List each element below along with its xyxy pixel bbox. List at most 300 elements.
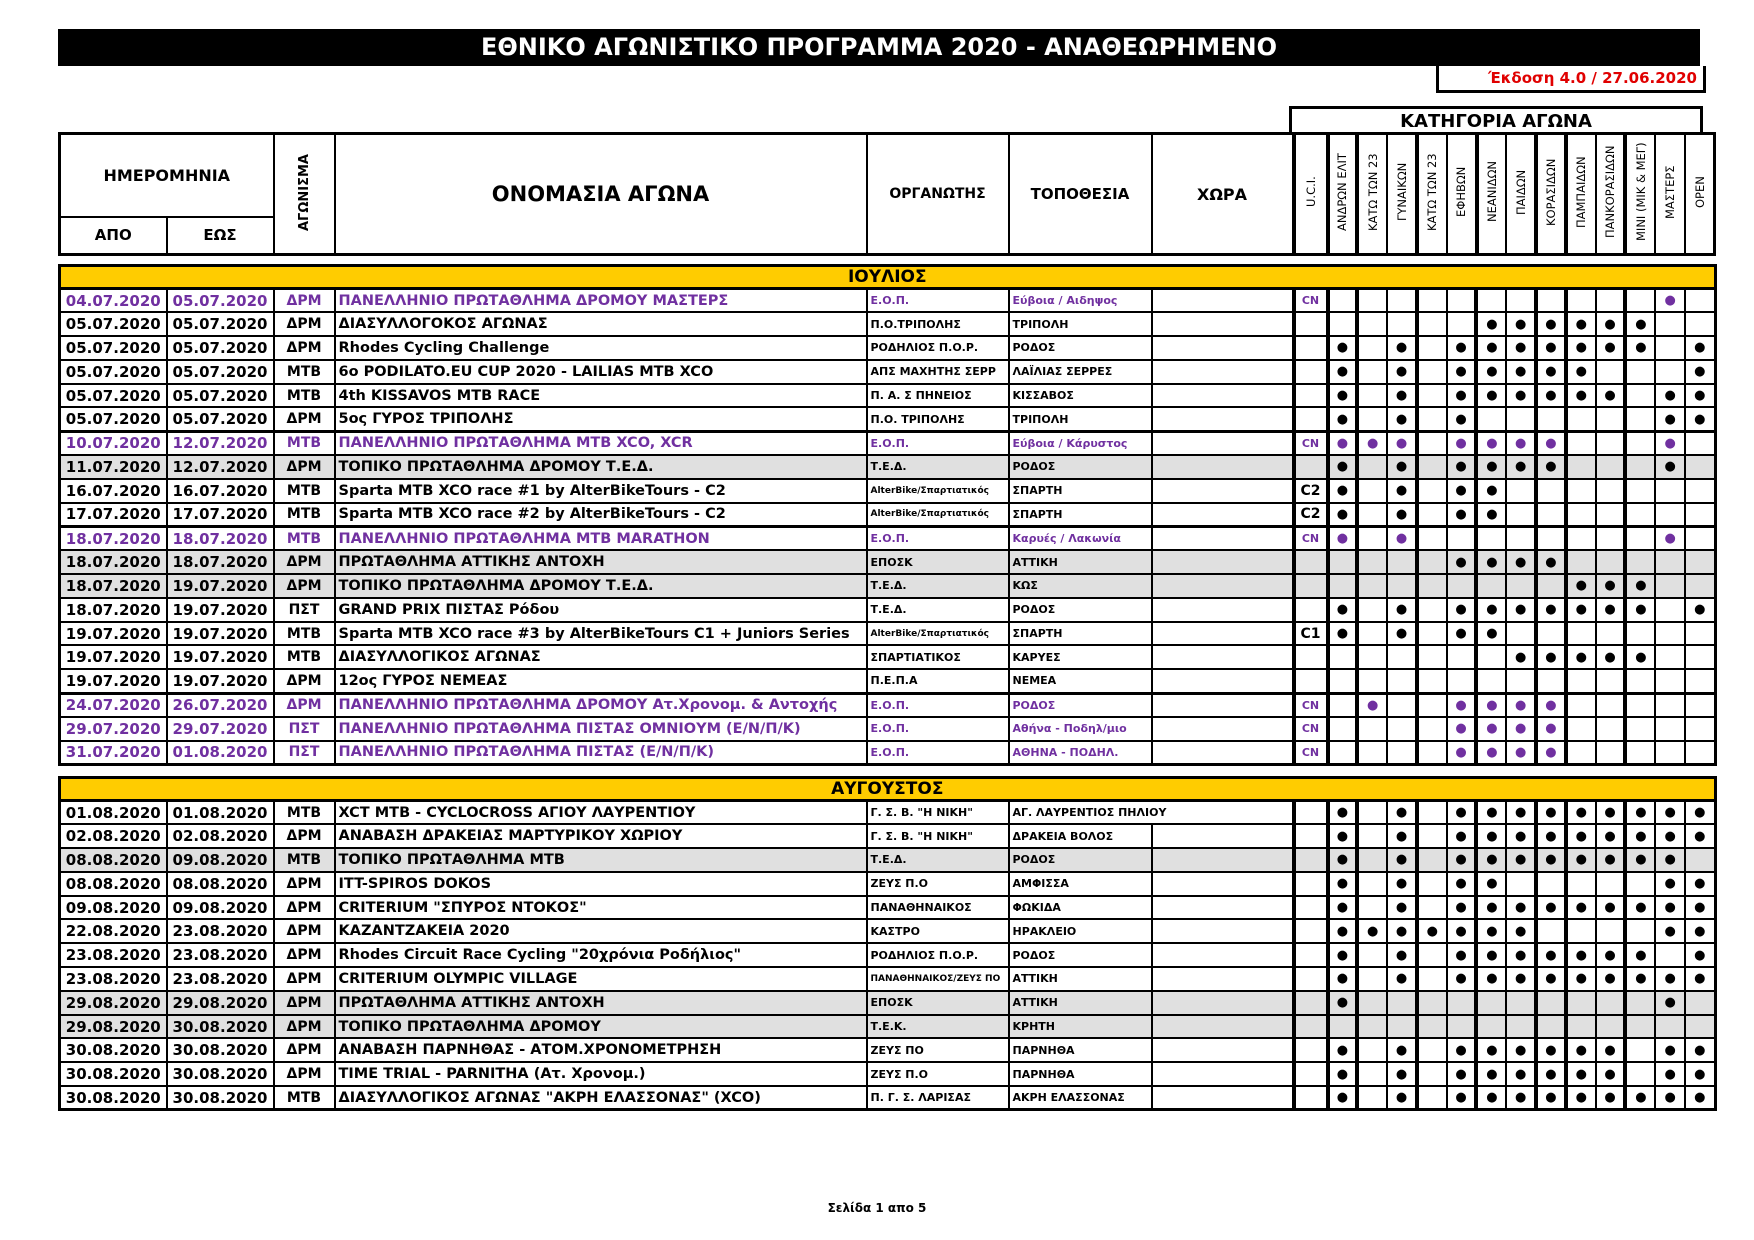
event-organizer: ΕΠΟΣΚ	[867, 550, 1009, 574]
event-organizer: Ε.Ο.Π.	[867, 431, 1009, 455]
event-category-mark	[1566, 622, 1596, 646]
event-organizer: Π.Ε.Π.Α	[867, 669, 1009, 693]
event-category-mark	[1566, 693, 1596, 717]
event-organizer: ΠΑΝΑΘΗΝΑΙΚΟΣ/ΖΕΥΣ ΠΟ	[867, 967, 1009, 991]
event-category-mark	[1625, 1015, 1655, 1039]
event-category-mark	[1447, 526, 1477, 550]
event-category-mark: ●	[1536, 848, 1566, 872]
event-category-mark: ●	[1596, 336, 1626, 360]
event-category-mark	[1655, 336, 1685, 360]
event-row	[60, 645, 1716, 669]
event-name: ΔΙΑΣΥΛΛΟΓΙΚΟΣ ΑΓΩΝΑΣ "ΑΚΡΗ ΕΛΑΣΣΟΝΑΣ" (XCO)	[335, 1086, 867, 1110]
event-category-mark: ●	[1625, 896, 1655, 920]
event-category-mark: ●	[1447, 336, 1477, 360]
event-category-mark	[1655, 741, 1685, 765]
event-category-mark	[1417, 455, 1447, 479]
header-category-label: ΝΕΑΝΙΔΩΝ	[1484, 161, 1499, 223]
event-category-mark	[1447, 574, 1477, 598]
event-country	[1152, 645, 1294, 669]
event-category-mark: ●	[1506, 360, 1536, 384]
event-name: ΤΟΠΙΚΟ ΠΡΩΤΑΘΛΗΜΑ ΔΡΟΜΟΥ Τ.Ε.Δ.	[335, 455, 867, 479]
event-row	[60, 1015, 1716, 1039]
event-category-mark	[1417, 824, 1447, 848]
event-category-mark: ●	[1387, 872, 1417, 896]
event-category-mark: ●	[1476, 1038, 1506, 1062]
event-category-mark	[1417, 598, 1447, 622]
event-category-mark: ●	[1566, 943, 1596, 967]
event-category-mark: ●	[1476, 717, 1506, 741]
event-category-mark	[1387, 741, 1417, 765]
event-from-date: 31.07.2020	[60, 741, 167, 765]
event-to-date: 01.08.2020	[167, 741, 274, 765]
event-category-mark: ●	[1447, 896, 1477, 920]
event-category-mark: ●	[1447, 801, 1477, 825]
event-from-date: 19.07.2020	[60, 645, 167, 669]
event-category-mark: ●	[1357, 693, 1387, 717]
event-category-mark	[1328, 717, 1358, 741]
event-category-mark: ●	[1566, 967, 1596, 991]
event-category-mark: ●	[1566, 1038, 1596, 1062]
event-location: ΔΡΑΚΕΙΑ ΒΟΛΟΣ	[1009, 824, 1152, 848]
event-category-mark	[1357, 991, 1387, 1015]
event-location: Καρυές / Λακωνία	[1009, 526, 1152, 550]
event-category-mark	[1685, 848, 1715, 872]
event-category-mark: ●	[1328, 526, 1358, 550]
event-category-mark	[1387, 645, 1417, 669]
event-category-mark	[1566, 741, 1596, 765]
event-location: Αθήνα - Ποδηλ/μιο	[1009, 717, 1152, 741]
event-to-date: 18.07.2020	[167, 550, 274, 574]
event-uci-class	[1294, 896, 1328, 920]
event-category-mark: ●	[1387, 503, 1417, 527]
event-category-mark	[1328, 312, 1358, 336]
header-category	[1357, 134, 1387, 255]
event-country	[1152, 1015, 1294, 1039]
event-category-mark	[1417, 312, 1447, 336]
event-country	[1152, 526, 1294, 550]
event-category-mark	[1387, 1015, 1417, 1039]
event-category-mark: ●	[1596, 1038, 1626, 1062]
event-category-mark: ●	[1625, 598, 1655, 622]
event-uci-class	[1294, 550, 1328, 574]
event-category-mark	[1596, 289, 1626, 313]
event-category-mark	[1685, 526, 1715, 550]
event-category-mark	[1685, 550, 1715, 574]
header-category	[1477, 134, 1507, 255]
event-country	[1152, 693, 1294, 717]
header-category-label: ΠΑΜΠΑΙΔΩΝ	[1574, 156, 1589, 228]
header-category-label: ΜΑΣΤΕΡΣ	[1663, 165, 1678, 219]
event-category-mark	[1387, 289, 1417, 313]
event-name: Sparta MTB XCO race #1 by AlterBikeTours - C2	[335, 479, 867, 503]
header-category-label: ΑΝΔΡΩΝ ΕΛΙΤ	[1335, 153, 1350, 231]
event-row	[60, 741, 1716, 765]
event-category-mark: ●	[1447, 598, 1477, 622]
event-category-mark	[1328, 550, 1358, 574]
event-category-mark: ●	[1476, 598, 1506, 622]
event-category-mark: ●	[1506, 1062, 1536, 1086]
header-discipline-label: ΑΓΩΝΙΣΜΑ	[296, 153, 312, 231]
event-discipline: ΔΡΜ	[274, 312, 335, 336]
event-country	[1152, 622, 1294, 646]
event-category-mark: ●	[1536, 741, 1566, 765]
header-category	[1685, 134, 1715, 255]
event-from-date: 18.07.2020	[60, 550, 167, 574]
event-category-mark: ●	[1625, 848, 1655, 872]
event-category-mark: ●	[1447, 1038, 1477, 1062]
event-name: CRITERIUM "ΣΠΥΡΟΣ ΝΤΟΚΟΣ"	[335, 896, 867, 920]
event-to-date: 09.08.2020	[167, 848, 274, 872]
event-category-mark	[1506, 872, 1536, 896]
event-category-mark	[1506, 1015, 1536, 1039]
event-to-date: 19.07.2020	[167, 598, 274, 622]
event-name: Sparta MTB XCO race #3 by AlterBikeTours C1 + Juniors Series	[335, 622, 867, 646]
event-row	[60, 669, 1716, 693]
event-category-mark: ●	[1476, 824, 1506, 848]
event-category-mark: ●	[1447, 503, 1477, 527]
event-country	[1152, 872, 1294, 896]
event-organizer: Ε.Ο.Π.	[867, 693, 1009, 717]
event-category-mark	[1566, 503, 1596, 527]
event-from-date: 29.07.2020	[60, 717, 167, 741]
event-category-mark: ●	[1328, 1038, 1358, 1062]
event-from-date: 08.08.2020	[60, 872, 167, 896]
event-to-date: 29.07.2020	[167, 717, 274, 741]
event-category-mark: ●	[1387, 622, 1417, 646]
event-category-mark: ●	[1566, 1062, 1596, 1086]
event-category-mark: ●	[1536, 1062, 1566, 1086]
event-category-mark	[1625, 360, 1655, 384]
event-category-mark: ●	[1655, 919, 1685, 943]
event-category-mark	[1417, 848, 1447, 872]
event-category-mark: ●	[1447, 848, 1477, 872]
event-to-date: 12.07.2020	[167, 431, 274, 455]
event-location: ΚΙΣΣΑΒΟΣ	[1009, 384, 1152, 408]
event-category-mark	[1357, 622, 1387, 646]
event-row	[60, 574, 1716, 598]
event-organizer: Π. Γ. Σ. ΛΑΡΙΣΑΣ	[867, 1086, 1009, 1110]
event-category-mark: ●	[1685, 943, 1715, 967]
event-to-date: 26.07.2020	[167, 693, 274, 717]
event-category-mark	[1596, 431, 1626, 455]
event-uci-class	[1294, 598, 1328, 622]
event-category-mark: ●	[1447, 1086, 1477, 1110]
event-row	[60, 336, 1716, 360]
event-category-mark	[1357, 503, 1387, 527]
event-category-mark	[1417, 943, 1447, 967]
event-category-mark: ●	[1447, 943, 1477, 967]
event-category-mark	[1506, 407, 1536, 431]
event-uci-class	[1294, 1086, 1328, 1110]
event-category-mark: ●	[1506, 1038, 1536, 1062]
event-name: XCT MTB - CYCLOCROSS ΑΓΙΟΥ ΛΑΥΡΕΝΤΙΟΥ	[335, 801, 867, 825]
event-category-mark	[1417, 1015, 1447, 1039]
event-category-mark	[1506, 991, 1536, 1015]
event-uci-class	[1294, 645, 1328, 669]
event-organizer: Ε.Ο.Π.	[867, 526, 1009, 550]
event-category-mark	[1566, 289, 1596, 313]
event-organizer: Τ.Ε.Δ.	[867, 455, 1009, 479]
event-category-mark: ●	[1566, 598, 1596, 622]
event-discipline: MTB	[274, 479, 335, 503]
event-category-mark: ●	[1506, 967, 1536, 991]
event-category-mark	[1417, 693, 1447, 717]
event-category-mark: ●	[1387, 479, 1417, 503]
event-category-mark: ●	[1357, 919, 1387, 943]
event-category-mark	[1566, 526, 1596, 550]
event-category-mark: ●	[1328, 801, 1358, 825]
event-category-mark	[1536, 479, 1566, 503]
event-country	[1152, 801, 1294, 825]
event-category-mark	[1447, 645, 1477, 669]
event-category-mark: ●	[1655, 896, 1685, 920]
event-country	[1152, 824, 1294, 848]
event-category-mark	[1417, 526, 1447, 550]
event-category-mark: ●	[1655, 991, 1685, 1015]
event-name: ΔΙΑΣΥΛΛΟΓΟΚΟΣ ΑΓΩΝΑΣ	[335, 312, 867, 336]
event-location: ΝΕΜΕΑ	[1009, 669, 1152, 693]
event-category-mark	[1625, 550, 1655, 574]
event-organizer: ΖΕΥΣ Π.Ο	[867, 872, 1009, 896]
event-discipline: ΔΡΜ	[274, 407, 335, 431]
event-category-mark	[1357, 645, 1387, 669]
event-category-mark	[1685, 455, 1715, 479]
event-category-mark	[1357, 896, 1387, 920]
event-organizer: Ε.Ο.Π.	[867, 289, 1009, 313]
header-category-label: ΚΟΡΑΣΙΔΩΝ	[1543, 158, 1558, 226]
event-row	[60, 598, 1716, 622]
event-category-mark	[1536, 574, 1566, 598]
event-uci-class	[1294, 1015, 1328, 1039]
event-discipline: MTB	[274, 622, 335, 646]
event-category-mark	[1447, 669, 1477, 693]
event-category-mark	[1685, 1015, 1715, 1039]
event-row	[60, 312, 1716, 336]
event-country	[1152, 289, 1294, 313]
event-category-mark: ●	[1328, 967, 1358, 991]
event-from-date: 16.07.2020	[60, 479, 167, 503]
event-category-mark: ●	[1536, 384, 1566, 408]
event-name: ΠΑΝΕΛΛΗΝΙΟ ΠΡΩΤΑΘΛΗΜΑ ΠΙΣΤΑΣ ΟΜΝΙΟΥΜ (Ε/Ν/Π/Κ)	[335, 717, 867, 741]
event-row	[60, 1062, 1716, 1086]
event-from-date: 05.07.2020	[60, 360, 167, 384]
event-category-mark	[1625, 991, 1655, 1015]
event-category-mark	[1357, 1086, 1387, 1110]
event-category-mark: ●	[1655, 1038, 1685, 1062]
event-category-mark: ●	[1506, 741, 1536, 765]
event-location: ΛΑΪΛΙΑΣ ΣΕΡΡΕΣ	[1009, 360, 1152, 384]
event-name: 4th KISSAVOS MTB RACE	[335, 384, 867, 408]
event-category-mark	[1417, 896, 1447, 920]
event-category-mark: ●	[1596, 312, 1626, 336]
event-discipline: ΠΣΤ	[274, 741, 335, 765]
event-location: ΡΟΔΟΣ	[1009, 455, 1152, 479]
event-from-date: 05.07.2020	[60, 336, 167, 360]
event-category-mark	[1625, 431, 1655, 455]
event-category-mark: ●	[1447, 455, 1477, 479]
event-category-mark: ●	[1387, 431, 1417, 455]
header-discipline	[274, 134, 335, 255]
event-category-mark: ●	[1387, 1038, 1417, 1062]
event-category-mark: ●	[1655, 455, 1685, 479]
event-category-mark: ●	[1328, 896, 1358, 920]
event-category-mark: ●	[1536, 431, 1566, 455]
event-category-mark: ●	[1476, 693, 1506, 717]
event-category-mark: ●	[1536, 550, 1566, 574]
event-category-mark	[1536, 622, 1566, 646]
event-category-mark	[1417, 503, 1447, 527]
event-uci-class	[1294, 824, 1328, 848]
event-from-date: 01.08.2020	[60, 801, 167, 825]
event-category-mark: ●	[1328, 1086, 1358, 1110]
event-category-mark: ●	[1476, 1086, 1506, 1110]
event-row	[60, 848, 1716, 872]
event-category-mark: ●	[1328, 431, 1358, 455]
month-header: ΑΥΓΟΥΣΤΟΣ	[60, 778, 1716, 801]
event-category-mark	[1536, 407, 1566, 431]
event-organizer: Π. Α. Σ ΠΗΝΕΙΟΣ	[867, 384, 1009, 408]
event-category-mark: ●	[1387, 1086, 1417, 1110]
event-organizer: AlterBike/Σπαρτιατικός	[867, 622, 1009, 646]
event-category-mark	[1417, 967, 1447, 991]
event-organizer: ΣΠΑΡΤΙΑΤΙΚΟΣ	[867, 645, 1009, 669]
event-category-mark: ●	[1506, 455, 1536, 479]
event-row	[60, 991, 1716, 1015]
event-category-mark	[1625, 407, 1655, 431]
event-discipline: MTB	[274, 360, 335, 384]
event-category-mark	[1417, 431, 1447, 455]
event-category-mark	[1596, 360, 1626, 384]
event-category-mark: ●	[1328, 384, 1358, 408]
event-from-date: 17.07.2020	[60, 503, 167, 527]
event-category-mark: ●	[1685, 872, 1715, 896]
event-category-mark	[1685, 669, 1715, 693]
event-from-date: 29.08.2020	[60, 1015, 167, 1039]
event-category-mark: ●	[1536, 455, 1566, 479]
event-uci-class	[1294, 336, 1328, 360]
event-category-mark	[1476, 669, 1506, 693]
event-category-mark	[1357, 574, 1387, 598]
column-header-table	[58, 132, 1716, 256]
event-organizer: ΖΕΥΣ ΠΟ	[867, 1038, 1009, 1062]
event-category-mark	[1655, 943, 1685, 967]
event-category-mark	[1625, 693, 1655, 717]
event-organizer: ΚΑΣΤΡΟ	[867, 919, 1009, 943]
event-category-mark: ●	[1328, 848, 1358, 872]
event-category-mark: ●	[1536, 598, 1566, 622]
event-discipline: ΔΡΜ	[274, 872, 335, 896]
event-discipline: MTB	[274, 503, 335, 527]
event-category-mark	[1357, 943, 1387, 967]
event-to-date: 30.08.2020	[167, 1062, 274, 1086]
event-category-mark	[1596, 622, 1626, 646]
event-discipline: ΔΡΜ	[274, 896, 335, 920]
event-category-mark	[1417, 741, 1447, 765]
event-country	[1152, 503, 1294, 527]
event-category-mark: ●	[1685, 360, 1715, 384]
event-category-mark	[1417, 872, 1447, 896]
event-category-mark	[1685, 717, 1715, 741]
event-category-mark: ●	[1655, 526, 1685, 550]
event-category-mark: ●	[1566, 848, 1596, 872]
event-uci-class	[1294, 872, 1328, 896]
event-name: Rhodes Circuit Race Cycling "20χρόνια Ροδήλιος"	[335, 943, 867, 967]
event-name: 5ος ΓΥΡΟΣ ΤΡΙΠΟΛΗΣ	[335, 407, 867, 431]
event-category-mark	[1328, 741, 1358, 765]
event-from-date: 04.07.2020	[60, 289, 167, 313]
event-discipline: ΔΡΜ	[274, 943, 335, 967]
event-category-mark	[1476, 289, 1506, 313]
event-category-mark: ●	[1536, 967, 1566, 991]
event-category-mark: ●	[1566, 824, 1596, 848]
header-uci-label: U.C.I.	[1303, 176, 1318, 208]
event-category-mark: ●	[1447, 919, 1477, 943]
event-discipline: ΔΡΜ	[274, 919, 335, 943]
event-country	[1152, 919, 1294, 943]
event-category-mark	[1328, 645, 1358, 669]
event-location: ΑΤΤΙΚΗ	[1009, 550, 1152, 574]
event-category-mark: ●	[1655, 801, 1685, 825]
event-category-mark	[1566, 407, 1596, 431]
event-category-mark: ●	[1596, 598, 1626, 622]
event-name: ΑΝΑΒΑΣΗ ΠΑΡΝΗΘΑΣ - ΑΤΟΜ.ΧΡΟΝΟΜΕΤΡΗΣΗ	[335, 1038, 867, 1062]
event-organizer: ΡΟΔΗΛΙΟΣ Π.Ο.Ρ.	[867, 336, 1009, 360]
event-location: ΣΠΑΡΤΗ	[1009, 479, 1152, 503]
event-category-mark: ●	[1387, 967, 1417, 991]
event-location: ΣΠΑΡΤΗ	[1009, 503, 1152, 527]
event-category-mark: ●	[1328, 943, 1358, 967]
event-category-mark	[1357, 312, 1387, 336]
event-row	[60, 431, 1716, 455]
event-name: ΠΡΩΤΑΘΛΗΜΑ ΑΤΤΙΚΗΣ ΑΝΤΟΧΗ	[335, 991, 867, 1015]
header-from: ΑΠΟ	[60, 217, 167, 255]
event-category-mark: ●	[1655, 1062, 1685, 1086]
event-category-mark: ●	[1596, 943, 1626, 967]
event-discipline: ΔΡΜ	[274, 669, 335, 693]
event-category-mark: ●	[1447, 872, 1477, 896]
event-category-mark: ●	[1328, 479, 1358, 503]
event-category-mark: ●	[1506, 848, 1536, 872]
event-category-mark: ●	[1566, 896, 1596, 920]
event-category-mark: ●	[1447, 622, 1477, 646]
event-category-mark: ●	[1596, 574, 1626, 598]
event-name: TIME TRIAL - PARNITHA (Ατ. Χρονομ.)	[335, 1062, 867, 1086]
event-category-mark: ●	[1476, 431, 1506, 455]
event-category-mark	[1357, 872, 1387, 896]
event-uci-class: CN	[1294, 717, 1328, 741]
event-organizer: Τ.Ε.Δ.	[867, 574, 1009, 598]
event-category-mark	[1655, 1015, 1685, 1039]
event-category-mark	[1596, 550, 1626, 574]
event-category-mark: ●	[1447, 479, 1477, 503]
event-from-date: 18.07.2020	[60, 526, 167, 550]
event-category-mark: ●	[1536, 824, 1566, 848]
event-category-mark: ●	[1476, 360, 1506, 384]
event-category-mark	[1357, 384, 1387, 408]
event-category-mark	[1357, 717, 1387, 741]
event-category-mark	[1536, 1015, 1566, 1039]
event-from-date: 05.07.2020	[60, 312, 167, 336]
header-country: ΧΩΡΑ	[1152, 134, 1294, 255]
header-category-label: ΚΑΤΩ ΤΩΝ 23	[1425, 153, 1440, 231]
event-organizer: Π.Ο. ΤΡΙΠΟΛΗΣ	[867, 407, 1009, 431]
event-category-mark	[1596, 693, 1626, 717]
event-organizer: Τ.Ε.Δ.	[867, 598, 1009, 622]
event-category-mark	[1387, 693, 1417, 717]
event-category-mark	[1685, 431, 1715, 455]
event-category-mark: ●	[1476, 919, 1506, 943]
event-category-mark: ●	[1328, 1062, 1358, 1086]
